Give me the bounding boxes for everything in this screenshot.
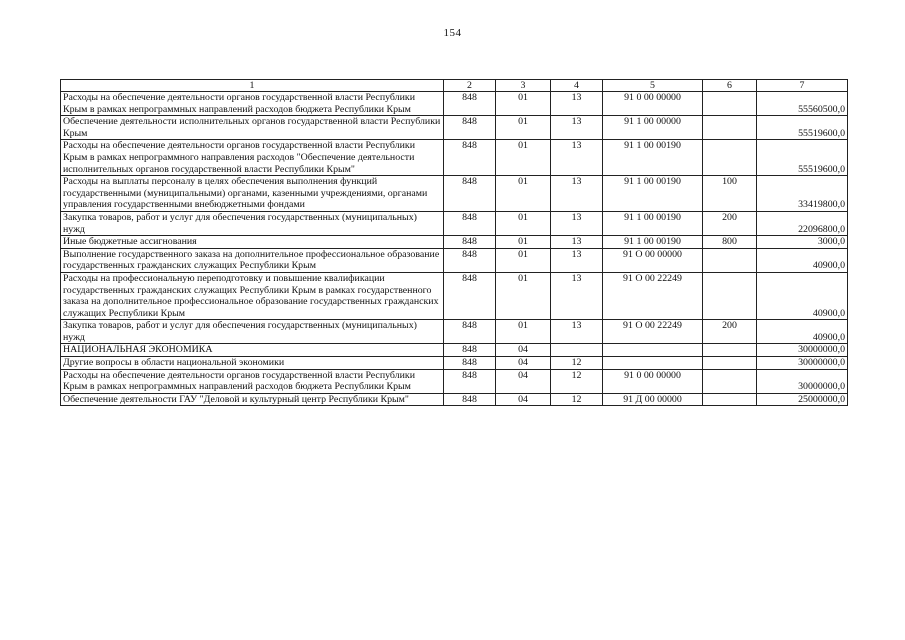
ministry-code-cell: 848	[444, 272, 496, 319]
section-code-cell: 01	[496, 211, 551, 235]
amount-cell: 55560500,0	[757, 92, 848, 116]
table-row	[61, 272, 848, 319]
ministry-code-cell: 848	[444, 211, 496, 235]
ministry-code-cell: 848	[444, 344, 496, 357]
amount-cell: 40900,0	[757, 272, 848, 319]
subsection-code-cell: 13	[551, 140, 603, 176]
amount-cell: 30000000,0	[757, 357, 848, 370]
table-row	[61, 92, 848, 116]
expense-type-cell: 200	[703, 320, 757, 344]
table-row	[61, 116, 848, 140]
budget-table	[60, 79, 848, 406]
target-article-cell: 91 0 00 00000	[603, 369, 703, 393]
target-article-cell: 91 1 00 00190	[603, 211, 703, 235]
section-code-cell: 01	[496, 140, 551, 176]
target-article-cell: 91 О 00 00000	[603, 248, 703, 272]
expense-type-cell	[703, 116, 757, 140]
table-row	[61, 357, 848, 370]
table-row	[61, 140, 848, 176]
target-article-cell	[603, 357, 703, 370]
subsection-code-cell: 12	[551, 369, 603, 393]
table-header-row	[61, 80, 848, 92]
target-article-cell: 91 1 00 00000	[603, 116, 703, 140]
subsection-code-cell: 13	[551, 92, 603, 116]
header-cell: 6	[703, 80, 757, 92]
ministry-code-cell: 848	[444, 140, 496, 176]
expense-name-cell: Другие вопросы в области национальной экономики	[61, 357, 444, 370]
amount-cell: 55519600,0	[757, 116, 848, 140]
target-article-cell: 91 1 00 00190	[603, 176, 703, 212]
amount-cell: 55519600,0	[757, 140, 848, 176]
expense-type-cell	[703, 92, 757, 116]
section-code-cell: 01	[496, 116, 551, 140]
subsection-code-cell: 13	[551, 320, 603, 344]
table-row	[61, 248, 848, 272]
table-row	[61, 369, 848, 393]
expense-type-cell	[703, 357, 757, 370]
expense-name-cell: Обеспечение деятельности ГАУ "Деловой и культурный центр Республики Крым"	[61, 393, 444, 406]
subsection-code-cell: 13	[551, 236, 603, 249]
ministry-code-cell: 848	[444, 176, 496, 212]
target-article-cell: 91 Д 00 00000	[603, 393, 703, 406]
expense-name-cell: НАЦИОНАЛЬНАЯ ЭКОНОМИКА	[61, 344, 444, 357]
target-article-cell: 91 0 00 00000	[603, 92, 703, 116]
amount-cell: 25000000,0	[757, 393, 848, 406]
section-code-cell: 01	[496, 176, 551, 212]
expense-type-cell	[703, 344, 757, 357]
section-code-cell: 04	[496, 357, 551, 370]
expense-type-cell	[703, 140, 757, 176]
amount-cell: 40900,0	[757, 248, 848, 272]
ministry-code-cell: 848	[444, 92, 496, 116]
subsection-code-cell: 13	[551, 211, 603, 235]
expense-type-cell	[703, 393, 757, 406]
subsection-code-cell: 12	[551, 357, 603, 370]
section-code-cell: 01	[496, 236, 551, 249]
expense-name-cell: Закупка товаров, работ и услуг для обеспечения государственных (муниципальных) нужд	[61, 211, 444, 235]
ministry-code-cell: 848	[444, 357, 496, 370]
header-cell: 1	[61, 80, 444, 92]
section-code-cell: 04	[496, 344, 551, 357]
page-number: 154	[443, 27, 462, 39]
target-article-cell: 91 О 00 22249	[603, 320, 703, 344]
expense-name-cell: Закупка товаров, работ и услуг для обеспечения государственных (муниципальных) нужд	[61, 320, 444, 344]
target-article-cell: 91 О 00 22249	[603, 272, 703, 319]
amount-cell: 22096800,0	[757, 211, 848, 235]
amount-cell: 3000,0	[757, 236, 848, 249]
expense-name-cell: Расходы на обеспечение деятельности органов государственной власти Республики Крым в рамках непрограммных направлений расходов бюджета Республики Крым	[61, 369, 444, 393]
expense-name-cell: Расходы на профессиональную переподготовку и повышение квалификации государственных гражданских служащих Республики Крым в рамках государственного заказа на дополнительное профессиональное образование государственных гражданских служащих Республики Крым	[61, 272, 444, 319]
header-cell: 4	[551, 80, 603, 92]
table-row	[61, 176, 848, 212]
header-cell: 2	[444, 80, 496, 92]
subsection-code-cell: 13	[551, 116, 603, 140]
expense-name-cell: Выполнение государственного заказа на дополнительное профессиональное образование государственных гражданских служащих Республики Крым	[61, 248, 444, 272]
header-cell: 7	[757, 80, 848, 92]
section-code-cell: 01	[496, 92, 551, 116]
expense-type-cell	[703, 248, 757, 272]
expense-type-cell: 800	[703, 236, 757, 249]
ministry-code-cell: 848	[444, 369, 496, 393]
ministry-code-cell: 848	[444, 236, 496, 249]
expense-type-cell	[703, 369, 757, 393]
target-article-cell: 91 1 00 00190	[603, 236, 703, 249]
table-row	[61, 320, 848, 344]
header-cell: 5	[603, 80, 703, 92]
target-article-cell	[603, 344, 703, 357]
section-code-cell: 04	[496, 369, 551, 393]
amount-cell: 40900,0	[757, 320, 848, 344]
header-cell: 3	[496, 80, 551, 92]
expense-type-cell	[703, 272, 757, 319]
table-row	[61, 211, 848, 235]
table-row	[61, 344, 848, 357]
subsection-code-cell: 12	[551, 393, 603, 406]
expense-name-cell: Расходы на обеспечение деятельности органов государственной власти Республики Крым в рамках непрограммного направления расходов "Обеспечение деятельности исполнительных органов государственной власти Республики Крым"	[61, 140, 444, 176]
ministry-code-cell: 848	[444, 248, 496, 272]
section-code-cell: 01	[496, 248, 551, 272]
section-code-cell: 04	[496, 393, 551, 406]
ministry-code-cell: 848	[444, 393, 496, 406]
expense-name-cell: Обеспечение деятельности исполнительных органов государственной власти Республики Крым	[61, 116, 444, 140]
expense-name-cell: Иные бюджетные ассигнования	[61, 236, 444, 249]
target-article-cell: 91 1 00 00190	[603, 140, 703, 176]
expense-name-cell: Расходы на выплаты персоналу в целях обеспечения выполнения функций государственными (муниципальными) органами, казенными учреждениями, органами управления государственными внебюджетными фондами	[61, 176, 444, 212]
table-row	[61, 393, 848, 406]
subsection-code-cell: 13	[551, 176, 603, 212]
expense-name-cell: Расходы на обеспечение деятельности органов государственной власти Республики Крым в рамках непрограммных направлений расходов бюджета Республики Крым	[61, 92, 444, 116]
subsection-code-cell	[551, 344, 603, 357]
section-code-cell: 01	[496, 320, 551, 344]
expense-type-cell: 200	[703, 211, 757, 235]
amount-cell: 30000000,0	[757, 344, 848, 357]
section-code-cell: 01	[496, 272, 551, 319]
subsection-code-cell: 13	[551, 272, 603, 319]
expense-type-cell: 100	[703, 176, 757, 212]
ministry-code-cell: 848	[444, 116, 496, 140]
amount-cell: 30000000,0	[757, 369, 848, 393]
table-row	[61, 236, 848, 249]
amount-cell: 33419800,0	[757, 176, 848, 212]
ministry-code-cell: 848	[444, 320, 496, 344]
subsection-code-cell: 13	[551, 248, 603, 272]
